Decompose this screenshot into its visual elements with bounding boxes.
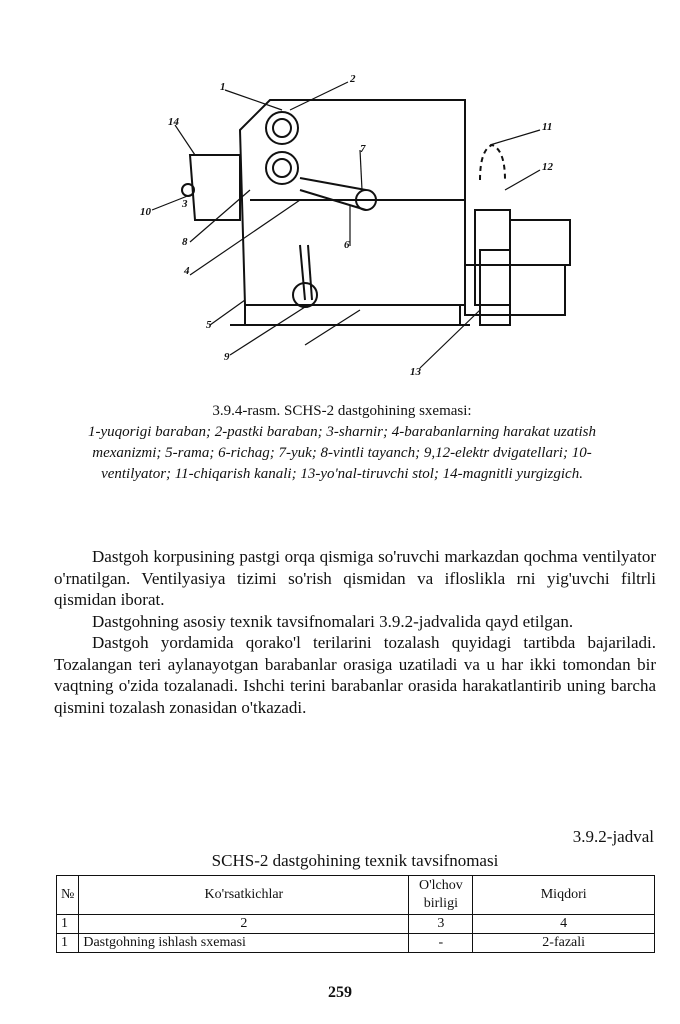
belt-upper bbox=[300, 178, 366, 190]
lever-rod-b bbox=[308, 245, 312, 300]
schematic-drawing bbox=[120, 70, 590, 390]
figure-labels bbox=[140, 73, 554, 378]
body-text bbox=[54, 546, 656, 718]
spec-table bbox=[56, 875, 655, 953]
numbering-row bbox=[57, 915, 655, 934]
label-8: 8 bbox=[182, 236, 188, 248]
numbering-cell: 1 bbox=[57, 915, 79, 934]
label-14: 14 bbox=[168, 116, 179, 128]
header-unit: O'lchov birligi bbox=[409, 876, 473, 915]
exhaust-channel bbox=[480, 145, 505, 180]
hopper bbox=[190, 155, 240, 220]
header-value: Miqdori bbox=[473, 876, 655, 915]
figure-caption bbox=[58, 401, 626, 485]
table-label: 3.9.2-jadval bbox=[572, 827, 654, 846]
label-5: 5 bbox=[206, 319, 212, 331]
label-12: 12 bbox=[542, 161, 553, 173]
table-row bbox=[57, 934, 655, 953]
page-number: 259 bbox=[328, 984, 352, 1001]
label-7: 7 bbox=[360, 143, 366, 155]
caption-title: 3.9.4-rasm. SCHS-2 dastgohining sxemasi: bbox=[212, 403, 472, 419]
paragraph-2: Dastgohning asosiy texnik tavsifnomalari 3.9.2-jadvalida qayd etilgan. bbox=[92, 611, 574, 631]
numbering-cell: 4 bbox=[473, 915, 655, 934]
machine-schematic-figure bbox=[120, 70, 590, 390]
header-indicator: Ko'rsatkichlar bbox=[79, 876, 409, 915]
row-indicator: Dastgohning ishlash sxemasi bbox=[79, 934, 409, 953]
lower-drum-core bbox=[273, 159, 291, 177]
label-10: 10 bbox=[140, 206, 151, 218]
label-2: 2 bbox=[350, 73, 356, 85]
numbering-cell: 3 bbox=[409, 915, 473, 934]
header-num: № bbox=[57, 876, 79, 915]
caption-legend: 1-yuqorigi baraban; 2-pastki baraban; 3-sharnir; 4-barabanlarning harakat uzatish mexanizmi; 5-rama; 6-richag; 7-yuk; 8-vintli tayanch; 9,12-elektr dvigatellari; 10-ventilyator; 11-chiqarish kanali; 13-yo'nal-tiruvchi stol; 14-magnitli yurgizgich. bbox=[88, 424, 596, 482]
row-value: 2-fazali bbox=[473, 934, 655, 953]
label-13: 13 bbox=[410, 366, 421, 378]
lever-rod-a bbox=[300, 245, 305, 300]
table-title: SCHS-2 dastgohining texnik tavsifnomasi bbox=[211, 851, 499, 870]
label-1: 1 bbox=[220, 81, 226, 93]
row-num: 1 bbox=[57, 934, 79, 953]
paragraph-1: Dastgoh korpusining pastgi orqa qismiga so'ruvchi markazdan qochma ventilyator o'rnatilgan. Ventilyasiya tizimi so'rish qismidan va ifloslikla rni yig'uvchi filtrli qismidan iborat. bbox=[54, 547, 656, 609]
numbering-cell: 2 bbox=[79, 915, 409, 934]
label-6: 6 bbox=[344, 239, 350, 251]
fan-duct bbox=[480, 250, 510, 325]
motor-12 bbox=[510, 220, 570, 265]
paragraph-3: Dastgoh yordamida qorako'l terilarini tozalash quyidagi tartibda bajariladi. Tozalangan teri aylanayotgan barabanlar orasiga uzatiladi va u har ikki tomondan bir vaqtning o'zida tozalanadi. Ishchi terini barabanlar orasida harakatlantirib uning barcha qismini tozalash zonasidan o'tkazadi. bbox=[54, 633, 656, 717]
row-unit: - bbox=[409, 934, 473, 953]
upper-drum-core bbox=[273, 119, 291, 137]
lower-drum bbox=[266, 152, 298, 184]
label-11: 11 bbox=[542, 121, 553, 133]
table-header-row bbox=[57, 876, 655, 915]
label-3: 3 bbox=[182, 198, 188, 210]
label-4: 4 bbox=[184, 265, 190, 277]
label-9: 9 bbox=[224, 351, 230, 363]
upper-drum bbox=[266, 112, 298, 144]
